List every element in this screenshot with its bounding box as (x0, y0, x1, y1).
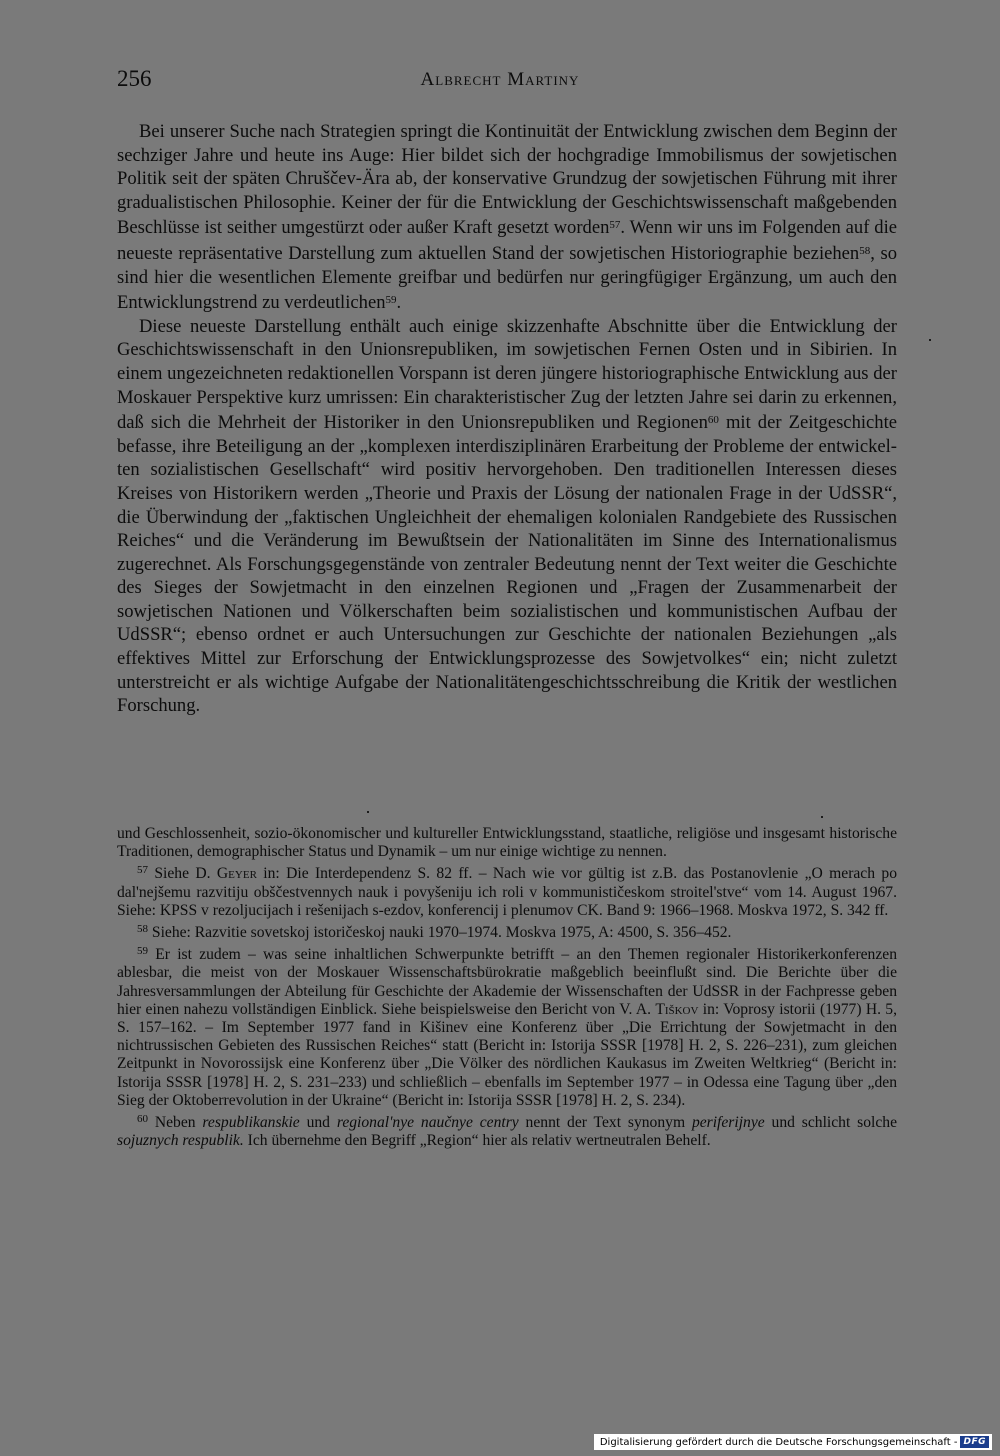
author-name: Tiškov (655, 1000, 699, 1018)
running-head: Albrecht Martiny (420, 69, 580, 90)
footnote-ref-58: 58 (859, 244, 871, 257)
footnote-continuation: und Geschlossenheit, sozio-ökonomischer und kultureller Entwicklungsstand, staatliche, religiöse und insgesamt historische Traditionen, demographischer Status und Dynamik – um nur einige wichtige zu nennen. (117, 825, 897, 861)
footnotes (117, 825, 897, 1150)
scan-speck (367, 811, 369, 813)
author-name: Geyer (216, 865, 257, 883)
dfg-logo-icon: DFG (960, 1436, 989, 1448)
credit-text: Digitalisierung gefördert durch die Deutsche Forschungsgemeinschaft - (599, 1436, 958, 1448)
digitization-credit-banner (594, 1434, 992, 1450)
footnote-58: $^{58}$ Siehe: Razvitie sovetskoj istoričeskoj nauki 1970–1974. Moskva 1975, A: 4500, S. 356–452. (137, 923, 732, 942)
footnote-ref-60: 60 (707, 414, 719, 427)
footnote-ref-59: 59 (385, 294, 397, 307)
scan-speck (821, 816, 823, 818)
page-number: 256 (117, 66, 152, 91)
footnote-60: $^{60}$ Neben respublikanskie und regional'nye naučnye centry nennt der Text synonym periferijnye und schlicht solche sojuznych respublik. Ich übernehme den Begriff „Region“ hier als relativ wertneutralen Behelf. (117, 1113, 897, 1150)
paragraph-2: Diese neueste Darstellung enthält auch einige skizzenhafte Abschnitte über die Entwicklung der Geschichtswissenschaft in den Unionsrepubliken, im sowjetischen Fernen Osten und in Sibirien. In einem ungezeichneten redaktionellen Vorspann ist deren jüngere historiographische Entwicklung aus der Moskauer Perspektive kurz umrissen: Ein charakteristischer Zug der letzten Jahre sei darin zu erkennen, daß sich die Mehrheit der Historiker in den Unionsrepubliken und Regionen$^{60}$ mit der Zeitgeschichte befasse, ihre Beteiligung an der „komplexen interdisziplinären Erarbeitung der Probleme der entwickelten sozialistischen Gesellschaft“ wird positiv hervorgehoben. Den traditionellen Interessen dieses Kreises von Historikern werden „Theorie und Praxis der Lösung der nationalen Frage in der UdSSR“, die Überwindung der „faktischen Ungleichheit der ehemaligen kolonialen Randgebiete des Russischen Reiches“ und die Veränderung im Bewußtsein der Nationalitäten im Sinne des Internationalismus zugerechnet. Als Forschungsgegenstände von zentraler Bedeutung nennt der Text weiter die Geschichte des Sieges der Sowjetmacht in den einzelnen Regionen und „Fragen der Zusammenarbeit der sowjetischen Nationen und Völkerschaften beim sozialistischen und kommunistischen Aufbau der UdSSR“; ebenso ordnet er auch Untersuchungen zur Geschichte der nationalen Beziehungen „als effektives Mittel zur Erforschung der Entwicklungsprozesse des Sowjetvolkes“ ein; nicht zuletzt unterstreicht er als wichtige Aufgabe der Nationalitätengeschichtsschreibung die Kritik der westlichen Forschung. (117, 315, 897, 717)
footnote-59: $^{59}$ Er ist zudem – was seine inhaltlichen Schwerpunkte betrifft – an den Themen regionaler Historikerkonferenzen ablesbar, die meist von der Moskauer Wissenschaftsbürokratie maßgeblich beeinflußt sind. Die Berichte über die Jahresversammlungen der Abteilung für Geschichte der Akademie der Wissenschaften der UdSSR in der Fachpresse geben hier einen nahezu vollständigen Einblick. Siehe beispielsweise den Bericht von V. A. Tiškov in: Voprosy istorii (1977) H. 5, S. 157–162. – Im September 1977 fand in Kišinev eine Konferenz über „Die Errichtung der Sowjetmacht in den nichtrussischen Gebieten des Russischen Reiches“ statt (Bericht in: Istorija SSSR [1978] H. 2, S. 226–231), zum gleichen Zeitpunkt in Novorossijsk eine Konferenz über „Die Völker des nördlichen Kaukasus im Zweiten Weltkrieg“ (Bericht in: Istorija SSSR [1978] H. 2, S. 231–233) und schließlich – ebenfalls im September 1977 – in Odessa eine Tagung über „den Sieg der Oktoberrevolution in der Ukraine“ (Bericht in: Istorija SSSR [1978] H. 2, S. 234). (117, 945, 897, 1109)
main-text (117, 120, 897, 718)
scan-speck (929, 339, 931, 341)
footnote-57: $^{57}$ Siehe D. Geyer in: Die Interdependenz S. 82 ff. – Nach wie vor gültig ist z.B. das Postanovlenie „O merach po dal'nejšemu razvitiju obščestvennych nauk i povyšeniju ich roli v kommunističeskom stroitel'stve“ vom 14. August 1967. Siehe: KPSS v rezoljucijach i rešenijach s-ezdov, konferencij i plenumov CK. Band 9: 1966–1968. Moskva 1972, S. 342 ff. (117, 864, 897, 919)
footnote-ref-57: 57 (609, 219, 621, 232)
paragraph-1: Bei unserer Suche nach Strategien springt die Kontinuität der Entwicklung zwischen dem Beginn der sechziger Jahre und heute ins Auge: Hier bildet sich der hochgradige Immobilismus der sowjetischen Politik seit der späten Chruščev-Ära ab, der konservative Grundzug der sowjetischen Führung mit ihrer gradualistischen Philosophie. Keiner der für die Entwicklung der Geschichtswissenschaft maßgebenden Beschlüsse ist seither umgestürzt oder außer Kraft gesetzt worden$^{57}$. Wenn wir uns im Folgenden auf die neueste repräsentative Darstellung zum aktuellen Stand der sowjetischen Historiographie beziehen$^{58}$, so sind hier die wesentlichen Elemente greifbar und bedürfen nur geringfügiger Ergänzung, um auch den Entwicklungstrend zu verdeutlichen$^{59}$. (117, 121, 897, 314)
